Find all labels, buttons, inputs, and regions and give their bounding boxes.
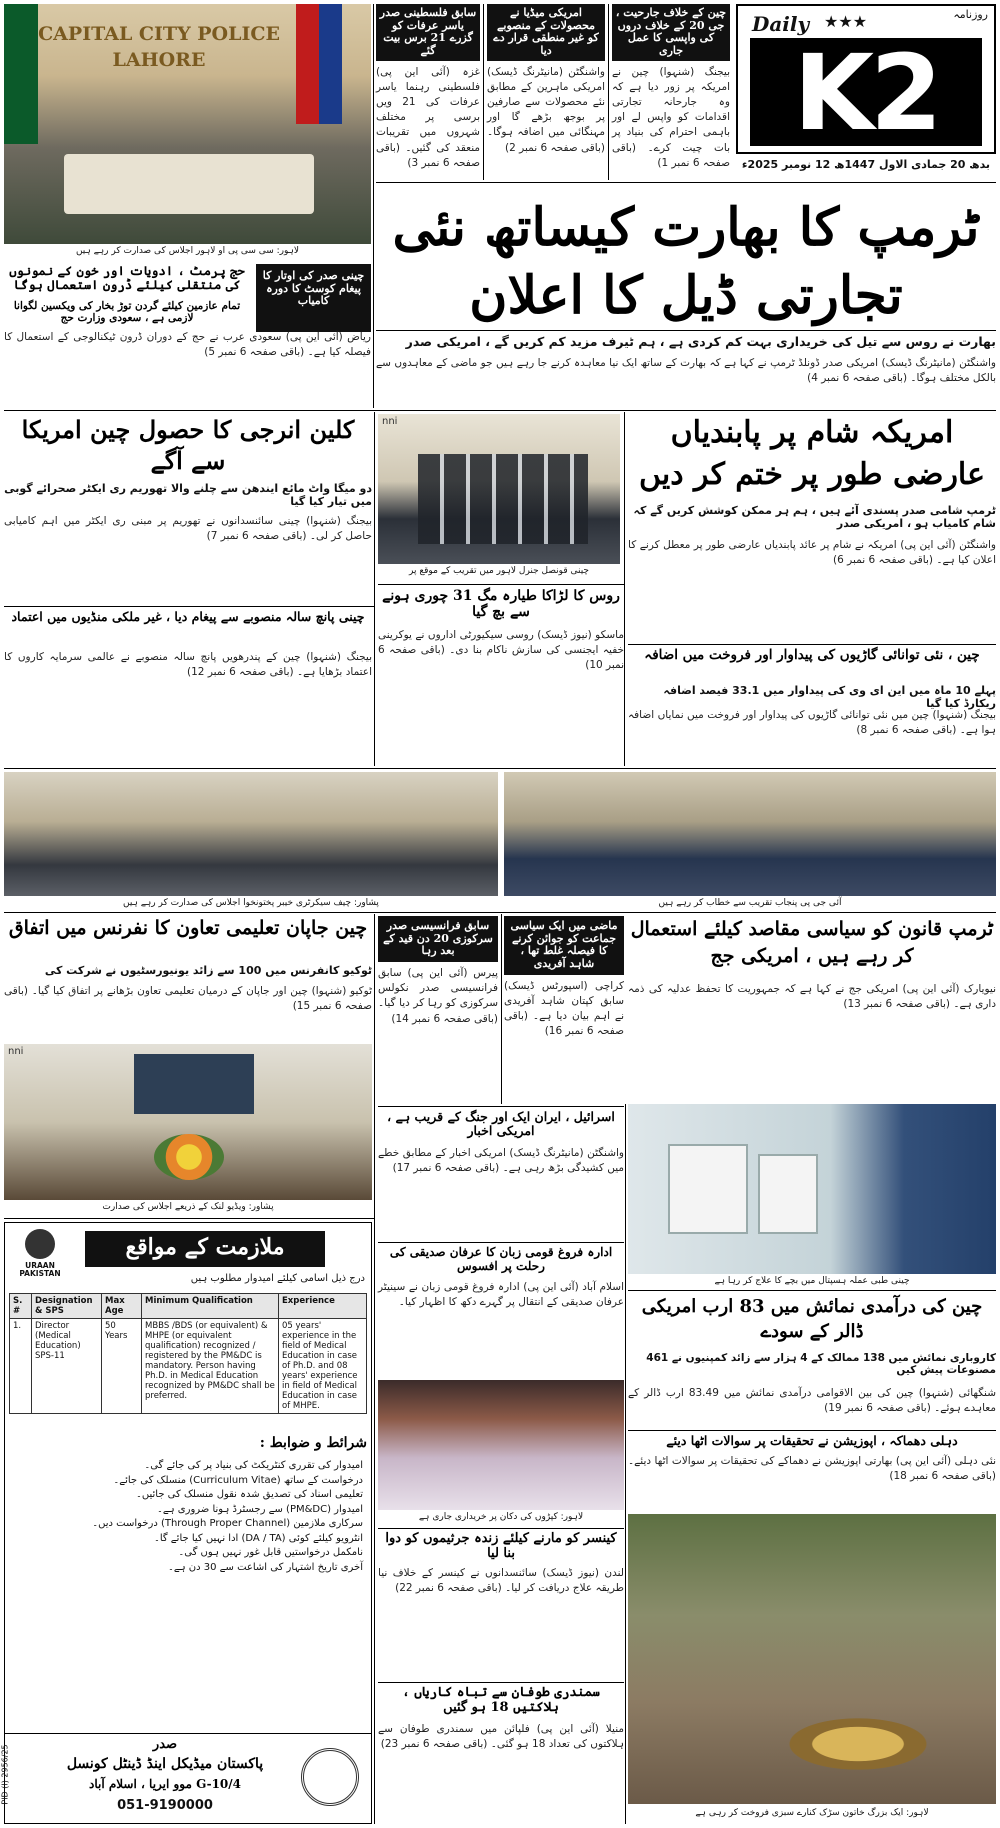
video-screen (134, 1054, 254, 1114)
jobs-address: G-10/4 موو ایریا ، اسلام آباد (88, 1777, 242, 1791)
list-item: آخری تاریخ اشتہار کی اشاعت سے 30 دن ہے۔ (168, 1561, 363, 1573)
jobs-cell: 1. (10, 1319, 32, 1414)
hospital-caption: چینی طبی عملہ ہسپتال میں بچے کا علاج کر رہا ہے (714, 1276, 910, 1286)
meeting-photo (378, 414, 620, 564)
five-year-body: بیجنگ (شنہوا) چین کے پندرھویں پانچ سالہ منصوبے نے عالمی سرمایہ کاروں کا اعتماد بڑھایا ہے۔ (باقی صفحہ 6 نمبر 12) (4, 651, 372, 679)
masthead-logo-box (750, 32, 982, 154)
left-box-title: چینی صدر کی اوتار کا پیغام کوسٹ کا دورہ کامیاب (256, 264, 371, 332)
jobs-ad (0, 1222, 372, 1824)
top-story-title: سابق فلسطینی صدر یاسر عرفات کو گزرے 21 برس بیت گئے (376, 4, 480, 61)
top-photo (4, 4, 371, 244)
jobs-header-experience: Experience (279, 1294, 367, 1319)
china-japan-subhead: ٹوکیو کانفرنس میں 100 سے زائد یونیورسٹیوں نے شرکت کی (44, 964, 372, 977)
china-cars-headline: چین ، نئی توانائی گاڑیوں کی پیداوار اور فروخت میں اضافہ (644, 647, 980, 663)
jobs-table (9, 1293, 367, 1414)
mid-photo-left-caption: پشاور: چیف سیکرٹری خیبر پختونخوا اجلاس کی صدارت کر رہے ہیں (123, 898, 379, 908)
hajj-headline: حج پرمٹ ، ادویات اور خون کے نمونوں کی منتقلی کیلئے ڈرون استعمال ہوگا (9, 263, 245, 293)
trump-law-body: نیویارک (آئی این پی) امریکی جج نے کہا ہے کہ جمہوریت کا تحفظ عدلیہ کی ذمہ داری ہے۔ (باقی صفحہ 6 نمبر 13) (628, 983, 996, 1011)
side-story-body: کراچی (اسپورٹس ڈیسک) سابق کپتان شاہد آفریدی نے اہم بیان دیا ہے۔ (باقی صفحہ 6 نمبر 16) (504, 979, 624, 1038)
masthead-stars: ★★★ (824, 12, 868, 31)
china-cars-subhead: پہلے 10 ماہ میں این ای وی کی پیداوار میں 33.1 فیصد اضافہ ریکارڈ کیا گیا (663, 684, 996, 710)
syria-subhead: ٹرمپ شامی صدر پسندی آئے ہیں ، ہم ہر ممکن کوشش کریں گے کہ شام کامیاب ہو ، امریکی صدر (633, 504, 996, 530)
masthead-logo: K2 (793, 32, 939, 154)
jobs-terms-title: شرائط و ضوابط : (259, 1435, 367, 1451)
jobs-cell: MBBS /BDS (or equivalent) & MHPE (or equivalent qualification) recognized / registered by the PM&DC is mandatory. Person having Ph.D. in Medical Education recognized by PM&DC shall be preferred. (142, 1319, 279, 1414)
nni-mark: nni (8, 1046, 24, 1057)
main-subhead: بھارت نے روس سے تیل کی خریداری بہت کم کردی ہے ، ہم ٹیرف مزید کم کریں گے ، امریکی صدر (405, 334, 996, 349)
list-item: درخواست کے ساتھ (Curriculum Vitae) منسلک کی جائے۔ (113, 1474, 363, 1486)
top-story-1 (612, 4, 730, 180)
vendor-baskets (778, 1714, 938, 1774)
list-item: تعلیمی اسناد کی تصدیق شدہ نقول منسلک کی جائیں۔ (136, 1489, 363, 1500)
mid-photo-right-caption: آئی جی پی پنجاب تقریب سے خطاب کر رہے ہیں (658, 898, 842, 908)
list-item: امیدوار کی تقرری کنٹریکٹ کی بنیاد پر کی جائے گی۔ (144, 1460, 363, 1471)
side-story-2 (504, 916, 624, 1106)
date-line: بدھ 20 جمادی الاول 1447ھ 12 نومبر 2025ء (741, 158, 991, 171)
top-story-3 (376, 4, 480, 180)
syria-headline: امریکہ شام پر پابندیاں عارضی طور پر ختم کر دیں (639, 415, 985, 492)
syria-body: واشنگٹن (آئی این پی) امریکہ نے شام پر عائد پابندیاں عارضی طور پر معطل کرنے کا اعلان کیا ہے۔ (باقی صفحہ 6 نمبر 6) (628, 539, 996, 567)
people-group (418, 454, 588, 544)
masthead (736, 4, 996, 154)
main-headline: ٹرمپ کا بھارت کیساتھ نئی تجارتی ڈیل کا اعلان (392, 197, 980, 326)
list-item: امیدوار (PM&DC) سے رجسٹرڈ ہونا ضروری ہے۔ (157, 1503, 363, 1515)
trump-law-headline: ٹرمپ قانون کو سیاسی مقاصد کیلئے استعمال کر رہے ہیں ، امریکی جج (630, 918, 994, 967)
textile-photo (378, 1380, 624, 1510)
jobs-header-age: Max Age (102, 1294, 142, 1319)
top-story-2 (487, 4, 605, 180)
clean-energy-subhead: دو میگا واٹ مائع ایندھن سے چلنے والا تھوریم ری ایکٹر صحرائے گوبی میں تیار کیا گیا (4, 482, 372, 508)
mid-photo-right (504, 772, 996, 896)
urdu-lang-body: اسلام آباد (آئی این پی) ادارہ فروغ قومی زبان نے سینیٹر عرفان صدیقی کے انتقال پر گہرے دکھ کا اظہار کیا۔ (378, 1281, 624, 1309)
import-expo-subhead: کاروباری نمائش میں 138 ممالک کے 4 ہزار سے زائد کمپنیوں نے 461 مصنوعات پیش کیں (646, 1352, 996, 1376)
street-photo (628, 1514, 996, 1804)
jobs-header-qualification: Minimum Qualification (142, 1294, 279, 1319)
jobs-title: ملازمت کے مواقع (85, 1231, 325, 1267)
uraan-logo (11, 1229, 69, 1287)
jobs-ref: PID (I) 2956/25 (0, 1744, 10, 1805)
jobs-header-designation: Designation & SPS (32, 1294, 102, 1319)
top-story-title: چین کے خلاف جارحیت ، جی 20 کے خلاف دروں کی واپسی کا عمل جاری (612, 4, 730, 61)
jobs-cell: 05 years' experience in the field of Medical Education in case of Ph.D. and 08 years' experience in field of Medical Education in case of MHPE. (279, 1319, 367, 1414)
russia-plane-headline: روس کا لڑاکا طیارہ مگ 31 چوری ہونے سے بچ گیا (382, 588, 620, 621)
hajj-subhead: تمام عازمین کیلئے گردن توڑ بخار کی ویکسین لگوانا لازمی ہے ، سعودی وزارت حج (13, 300, 241, 325)
main-body: واشنگٹن (مانیٹرنگ ڈیسک) امریکی صدر ڈونلڈ ٹرمپ نے کہا ہے کہ بھارت کے ساتھ ایک نیا معاہدہ کرنے جا رہے ہیں جو ماضی کے معاہدوں سے بالکل مختلف ہوگا۔ (باقی صفحہ 6 نمبر 4) (376, 357, 996, 385)
jobs-header-sno: S. # (10, 1294, 32, 1319)
nni-mark: nni (382, 416, 398, 427)
table-row (10, 1319, 367, 1414)
five-year-headline: چینی پانچ سالہ منصوبے سے پیغام دیا ، غیر ملکی منڈیوں میں اعتماد (11, 609, 365, 624)
cancer-body: لندن (نیوز ڈیسک) سائنسدانوں نے کینسر کے خلاف نیا طریقہ علاج دریافت کر لیا۔ (باقی صفحہ 6 نمبر 22) (378, 1567, 624, 1595)
video-meeting-photo (4, 1044, 372, 1200)
urdu-lang-headline: ادارہ فروغ قومی زبان کا عرفان صدیقی کی رحلت پر افسوس (389, 1245, 613, 1273)
jobs-cell: Director (Medical Education) SPS-11 (32, 1319, 102, 1414)
police-flag (296, 4, 342, 124)
medical-device (758, 1154, 818, 1234)
list-item: سرکاری ملازمین (Through Proper Channel) درخواست دیں۔ (92, 1518, 363, 1529)
list-item: نامکمل درخواستیں قابل غور نہیں ہوں گی۔ (178, 1547, 363, 1558)
meeting-caption: چینی قونصل جنرل لاہور میں تقریب کے موقع پر (409, 566, 589, 576)
top-story-body: بیجنگ (شنہوا) چین نے امریکہ پر زور دیا ہے کہ وہ جارحانہ تجارتی اقدامات کو واپس لے اور باہمی احترام کی بنیاد پر بات چیت کرے۔ (باقی صفحہ 6 نمبر 1) (612, 65, 730, 169)
top-story-title: امریکی میڈیا نے محصولات کے منصوبے کو غیر منطقی قرار دے دیا (487, 4, 605, 61)
masthead-daily: Daily (752, 12, 810, 36)
uraan-logo-text: URAAN PAKISTAN (19, 1261, 61, 1279)
import-expo-headline: چین کی درآمدی نمائش میں 83 ارب امریکی ڈالر کے سودے (641, 1296, 983, 1343)
china-japan-body: ٹوکیو (شنہوا) چین اور جاپان کے درمیان تعلیمی تعاون بڑھانے پر اتفاق کیا گیا۔ (باقی صفحہ 6 نمبر 15) (4, 985, 372, 1013)
china-cars-body: بیجنگ (شنہوا) چین میں نئی توانائی گاڑیوں کی پیداوار اور فروخت میں نمایاں اضافہ ہوا ہے۔ (باقی صفحہ 6 نمبر 8) (628, 709, 996, 737)
jobs-phone: 051-9190000 (117, 1798, 213, 1813)
storm-headline: سمندری طوفان سے تباہ کاریاں ، ہلاکتیں 18 ہو گئیں (402, 1685, 600, 1715)
jobs-footer (0, 1733, 371, 1823)
russia-plane-body: ماسکو (نیوز ڈیسک) روسی سیکیورٹی اداروں نے یوکرینی خفیہ ایجنسی کی سازش ناکام بنا دی۔ (باقی صفحہ 6 نمبر 10) (378, 629, 624, 672)
mid-photo-left (4, 772, 498, 896)
clean-energy-body: بیجنگ (شنہوا) چینی سائنسدانوں نے تھوریم پر مبنی ری ایکٹر میں اہم کامیابی حاصل کر لی۔ (باقی صفحہ 6 نمبر 7) (4, 515, 372, 543)
video-caption: پشاور: ویڈیو لنک کے ذریعے اجلاس کی صدارت (102, 1202, 274, 1212)
hajj-body: ریاض (آئی این پی) سعودی عرب نے حج کے دوران ڈرون ٹیکنالوجی کے استعمال کا فیصلہ کیا ہے۔ (باقی صفحہ 6 نمبر 5) (4, 331, 371, 359)
israel-body: واشنگٹن (مانیٹرنگ ڈیسک) امریکی اخبار کے مطابق خطے میں کشیدگی بڑھ رہی ہے۔ (باقی صفحہ 6 نمبر 17) (378, 1147, 624, 1175)
israel-headline: اسرائیل ، ایران ایک اور جنگ کے قریب ہے ، امریکی اخبار (387, 1109, 615, 1139)
top-photo-caption: لاہور: سی سی پی او لاہور اجلاس کی صدارت کر رہے ہیں (75, 246, 300, 256)
cancer-headline: کینسر کو مارنے کیلئے زندہ جرثیموں کو دوا بنا لیا (385, 1531, 617, 1561)
masthead-urdu: روزنامہ (953, 8, 988, 21)
pakistan-flag (4, 4, 38, 144)
opposition-body: نئی دہلی (آئی این پی) بھارتی اپوزیشن نے دھماکے کی تحقیقات پر سوالات اٹھا دیئے۔ (باقی صفحہ 6 نمبر 18) (628, 1455, 996, 1483)
street-photo-caption: لاہور: ایک بزرگ خاتون سڑک کنارے سبزی فروخت کر رہی ہے (695, 1808, 929, 1818)
storm-body: منیلا (آئی این پی) فلپائن میں سمندری طوفان سے ہلاکتوں کی تعداد 18 ہو گئی۔ (باقی صفحہ 6 نمبر 23) (378, 1723, 624, 1751)
hospital-photo (628, 1104, 996, 1274)
police-sign: CAPITAL CITY POLICE LAHORE (38, 23, 280, 71)
clean-energy-headline: کلین انرجی کا حصول چین امریکا سے آگے (21, 415, 355, 476)
medical-device (668, 1144, 748, 1234)
china-japan-headline: چین جاپان تعلیمی تعاون کا نفرنس میں اتفاق (8, 917, 368, 939)
jobs-cell: 50 Years (102, 1319, 142, 1414)
jobs-terms-list (13, 1459, 363, 1575)
flower-bouquet (154, 1134, 224, 1180)
top-story-body: واشنگٹن (مانیٹرنگ ڈیسک) امریکی ماہرین کے مطابق نئے محصولات سے صارفین پر بوجھ بڑھے گا اور مہنگائی میں اضافہ ہوگا۔ (باقی صفحہ 6 نمبر 2) (487, 65, 605, 154)
jobs-sign-title: صدر (152, 1737, 178, 1752)
side-story-1 (378, 916, 498, 1106)
opposition-headline: دہلی دھماکہ ، اپوزیشن نے تحقیقات پر سوالات اٹھا دیئے (666, 1433, 958, 1448)
side-story-title: ماضی میں ایک سیاسی جماعت کو جوائن کرنے کا فیصلہ غلط تھا ، شاہد آفریدی (504, 916, 624, 975)
pmdc-seal (301, 1748, 359, 1806)
side-story-title: سابق فرانسیسی صدر سرکوزی 20 دن قید کے بعد رہا (378, 916, 498, 962)
jobs-intro: درج ذیل اسامی کیلئے امیدوار مطلوب ہیں (190, 1273, 365, 1284)
list-item: انٹرویو کیلئے کوئی (DA / TA) ادا نہیں کیا جائے گا۔ (153, 1532, 363, 1544)
jobs-org: پاکستان میڈیکل اینڈ ڈینٹل کونسل (66, 1756, 264, 1772)
textile-caption: لاہور: کپڑوں کی دکان پر خریداری جاری ہے (418, 1512, 584, 1522)
import-expo-body: شنگھائی (شنہوا) چین کی بین الاقوامی درآمدی نمائش میں 83.49 ارب ڈالر کے معاہدے ہوئے۔ (باقی صفحہ 6 نمبر 19) (628, 1387, 997, 1415)
side-story-body: پیرس (آئی این پی) سابق فرانسیسی صدر نکولس سرکوزی کو رہا کر دیا گیا۔ (باقی صفحہ 6 نمبر 14) (378, 966, 498, 1025)
meeting-table (64, 154, 314, 214)
top-story-body: غزہ (آئی این پی) فلسطینی رہنما یاسر عرفات کی 21 ویں برسی پر مختلف شہروں میں تقریبات منعقد کی گئیں۔ (باقی صفحہ 6 نمبر 3) (376, 65, 480, 169)
